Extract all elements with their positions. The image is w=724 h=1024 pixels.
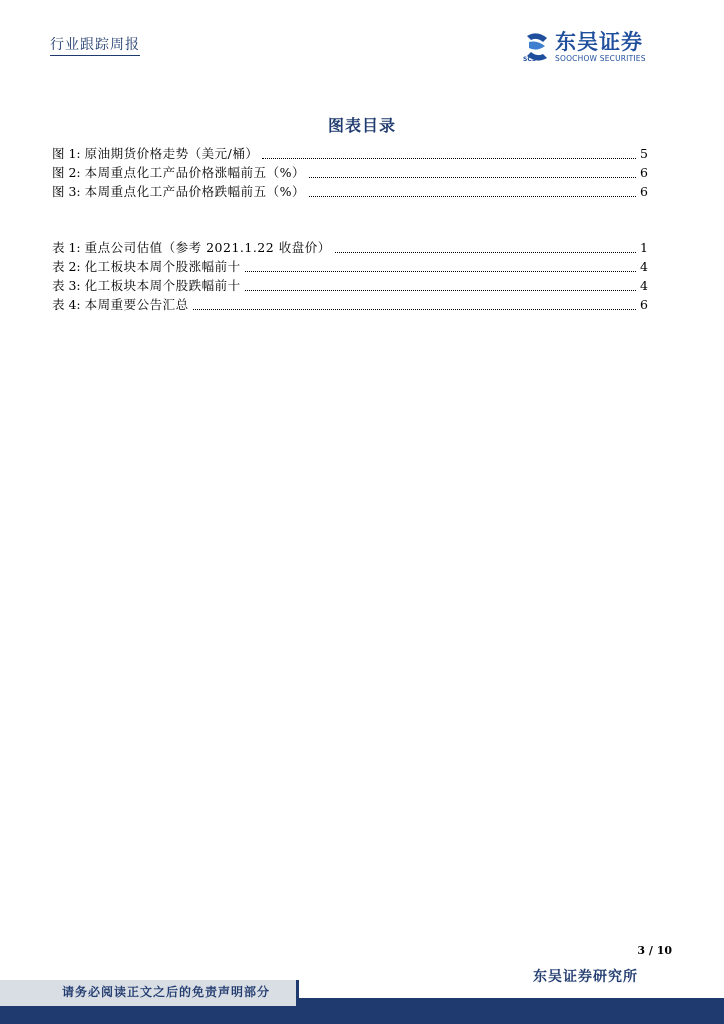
entry-title: 本周重点化工产品价格涨幅前五（%） [84,165,306,180]
entry-number: 图 1: [52,146,81,161]
entry-page: 4 [640,259,648,274]
report-type-label: 行业跟踪周报 [50,36,140,56]
dot-leader [193,308,636,310]
dot-leader [309,176,636,178]
dot-leader [309,195,636,197]
disclaimer-text: 请务必阅读正文之后的免责声明部分 [62,985,271,999]
entry-page: 6 [640,297,648,312]
toc-title: 图表目录 [327,116,396,135]
toc-table-entry[interactable] [52,238,648,257]
toc-table-entry[interactable] [52,295,648,314]
entry-title: 化工板块本周个股跌幅前十 [84,278,241,293]
dot-leader [245,289,636,291]
entry-number: 图 2: [52,165,81,180]
entry-title: 化工板块本周个股涨幅前十 [84,259,241,274]
entry-number: 表 3: [52,278,81,293]
entry-title: 本周重点化工产品价格跌幅前五（%） [84,184,306,199]
dot-leader [245,270,636,272]
disclaimer-tab [0,980,299,1006]
toc-figure-entry[interactable] [52,144,648,163]
brand-name-cn: 东吴证券 [555,30,643,54]
entry-page: 1 [640,240,648,255]
entry-page: 4 [640,278,648,293]
entry-number: 图 3: [52,184,81,199]
toc-table-entry[interactable] [52,257,648,276]
dot-leader [262,157,636,159]
entry-page: 6 [640,165,648,180]
entry-title: 本周重要公告汇总 [84,297,189,312]
page-number: 3 / 10 [637,944,672,957]
toc-table-entry[interactable] [52,276,648,295]
entry-title: 重点公司估值（参考 2021.1.22 收盘价） [84,240,331,255]
entry-title: 原油期货价格走势（美元/桶） [84,146,259,161]
institute-name: 东吴证券研究所 [533,969,638,985]
brand-logo [523,30,673,66]
brand-name-en: SOOCHOW SECURITIES [555,54,646,63]
entry-page: 6 [640,184,648,199]
toc-figures-list [52,144,648,201]
toc-figure-entry[interactable] [52,163,648,182]
brand-abbr: SCS [523,56,537,63]
entry-number: 表 4: [52,297,81,312]
entry-number: 表 1: [52,240,81,255]
entry-number: 表 2: [52,259,81,274]
toc-tables-list [52,238,648,314]
dot-leader [335,251,636,253]
entry-page: 5 [640,146,648,161]
toc-figure-entry[interactable] [52,182,648,201]
